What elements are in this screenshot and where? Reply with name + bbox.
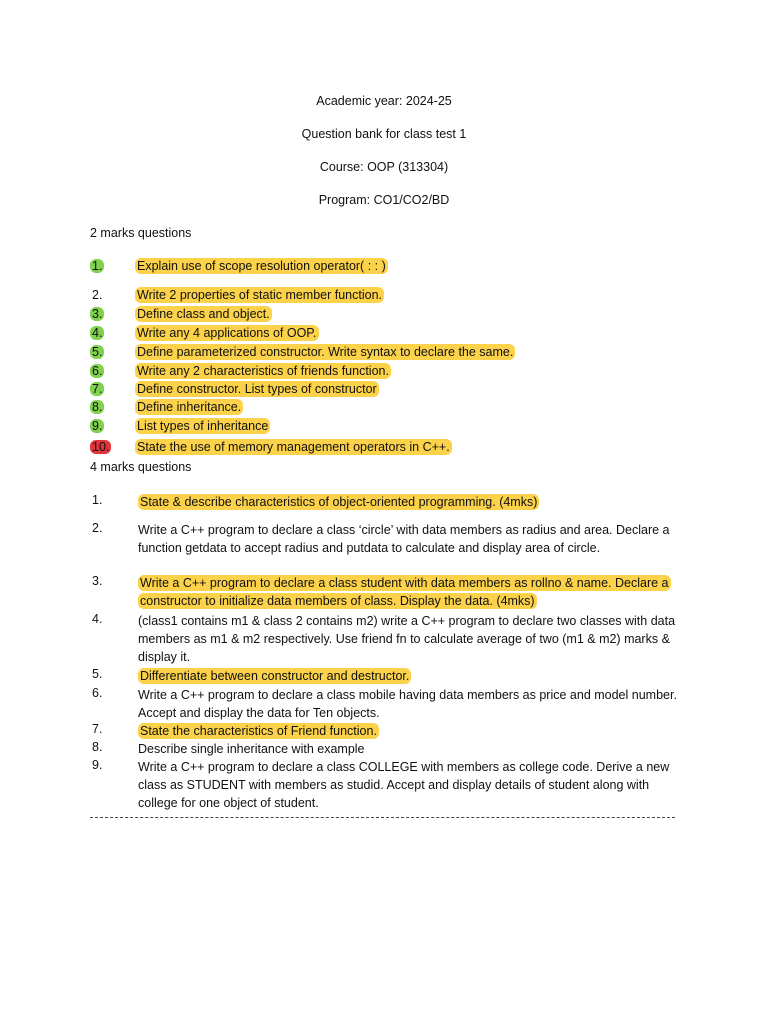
question-text: State the characteristics of Friend function.: [140, 724, 377, 738]
question-text: State & describe characteristics of object-oriented programming. (4mks): [140, 495, 538, 509]
question-text: Define class and object.: [137, 307, 270, 321]
question-text: Write 2 properties of static member function.: [137, 288, 383, 302]
question-number: 4.: [92, 612, 103, 626]
question-number: 3.: [92, 574, 103, 588]
question-text: Write a C++ program to declare a class student with data members as rollno & name. Declare a constructor to initialize data members of class. Display the data. (4mks): [140, 576, 669, 608]
question-text: (class1 contains m1 & class 2 contains m2) write a C++ program to declare two classes with data members as m1 & m2 respectively. Use friend fn to calculate average of two (m1 & m2) marks & display it.: [138, 614, 676, 664]
document-title: Question bank for class test 1: [301, 127, 467, 141]
question-number: 10.: [92, 440, 110, 454]
question-number: 7.: [92, 382, 103, 396]
question-number: 5.: [92, 667, 103, 681]
question-text: Write any 4 applications of OOP.: [137, 326, 317, 340]
question-number: 4.: [92, 326, 103, 340]
question-text: Define parameterized constructor. Write syntax to declare the same.: [137, 345, 514, 359]
question-text: Define constructor. List types of constructor: [137, 382, 377, 396]
question-text: Write any 2 characteristics of friends function.: [137, 364, 389, 378]
course-line: Course: OOP (313304): [319, 160, 449, 174]
question-number: 8.: [92, 740, 103, 754]
question-text: State the use of memory management operators in C++.: [137, 440, 450, 454]
question-number: 3.: [92, 307, 103, 321]
question-number: 2.: [92, 521, 103, 535]
question-text: Describe single inheritance with example: [138, 742, 365, 756]
question-number: 2.: [92, 288, 103, 302]
four-marks-heading: 4 marks questions: [90, 460, 192, 474]
question-number: 9.: [92, 419, 103, 433]
question-number: 7.: [92, 722, 103, 736]
question-number: 8.: [92, 400, 103, 414]
section-divider: [90, 817, 675, 818]
question-number: 6.: [92, 364, 103, 378]
question-number: 1.: [92, 259, 103, 273]
two-marks-heading: 2 marks questions: [90, 226, 192, 240]
question-number: 1.: [92, 493, 103, 507]
question-text: Write a C++ program to declare a class ‘circle’ with data members as radius and area. Declare a function getdata to accept radius and putdata to calculate and display area of circle.: [138, 523, 670, 555]
question-text: Define inheritance.: [137, 400, 242, 414]
question-text: List types of inheritance: [137, 419, 269, 433]
question-text: Write a C++ program to declare a class COLLEGE with members as college code. Derive a new class as STUDENT with members as studid. Accept and display details of student along with college for one object of student.: [138, 760, 670, 810]
question-number: 9.: [92, 758, 103, 772]
question-number: 6.: [92, 686, 103, 700]
academic-year: Academic year: 2024-25: [316, 94, 452, 108]
question-number: 5.: [92, 345, 103, 359]
question-text: Explain use of scope resolution operator( : : ): [137, 259, 386, 273]
program-line: Program: CO1/CO2/BD: [318, 193, 450, 207]
question-text: Write a C++ program to declare a class mobile having data members as price and model number. Accept and display the data for Ten objects.: [138, 688, 677, 720]
question-text: Differentiate between constructor and destructor.: [140, 669, 410, 683]
